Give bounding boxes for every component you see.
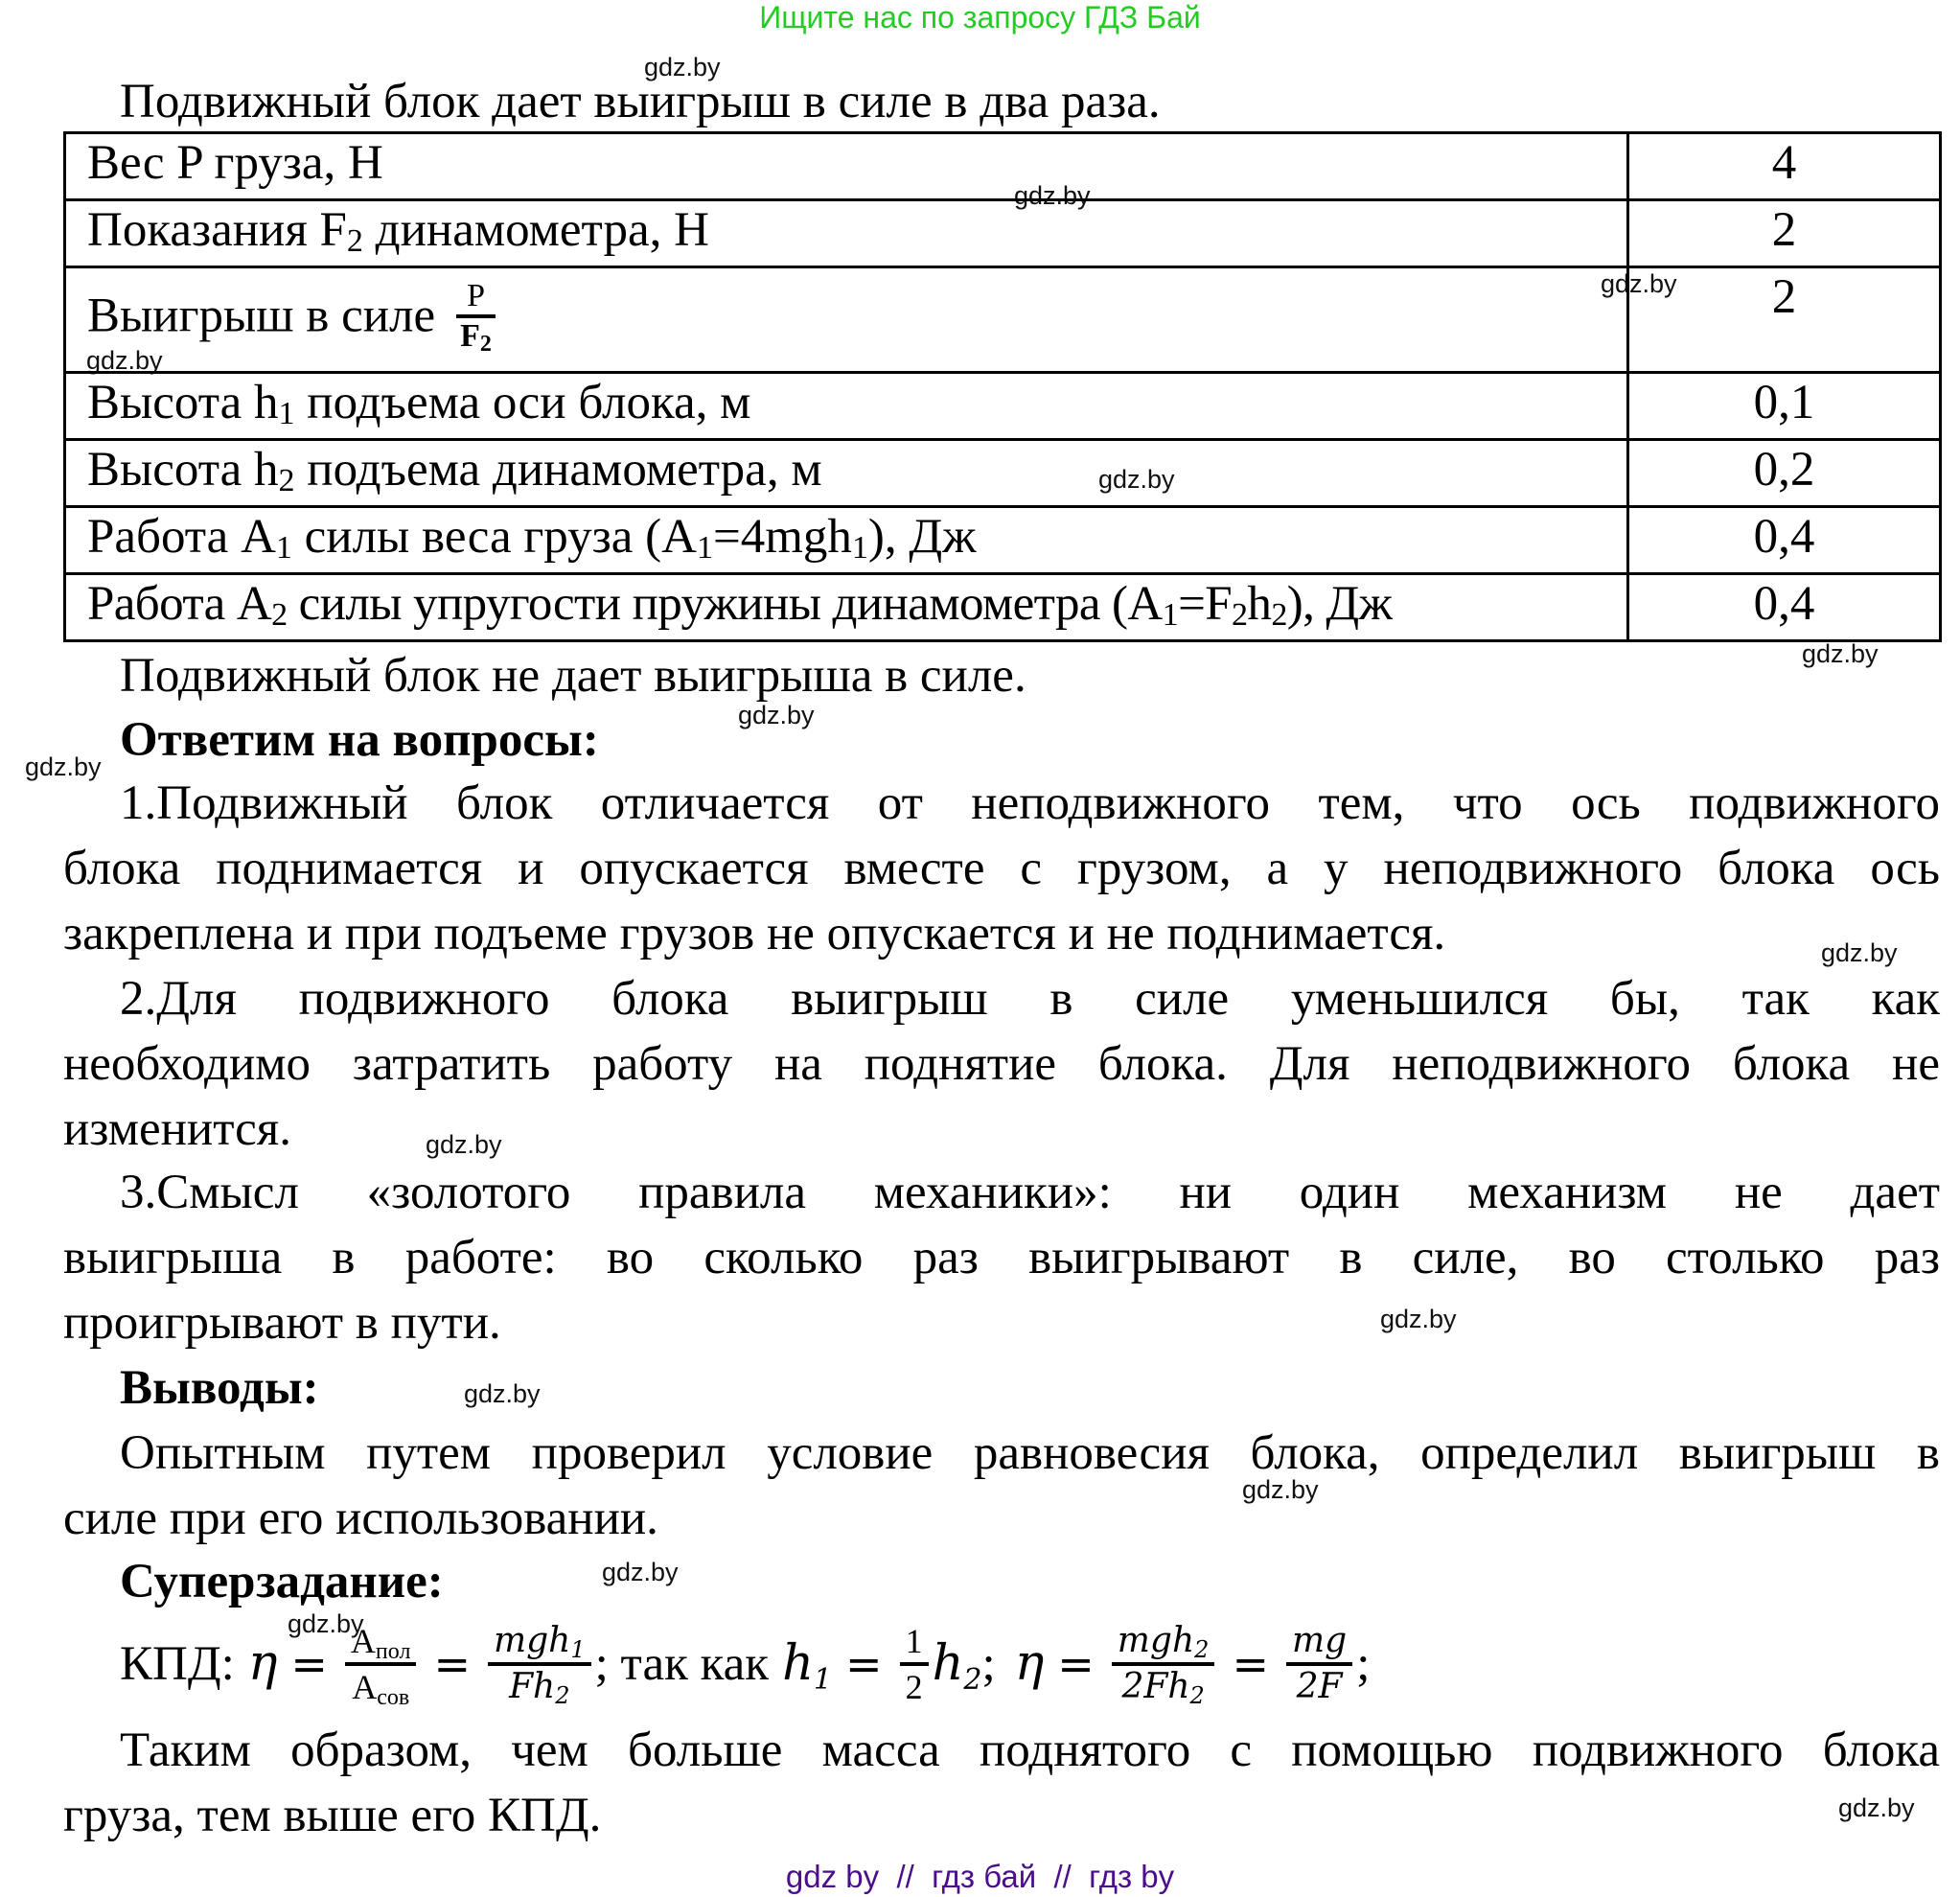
- label-text: динамометра, Н: [362, 203, 709, 257]
- answer-2-line-3: изменится.: [63, 1102, 291, 1156]
- formula-end: ;: [1356, 1637, 1371, 1691]
- num-text: mgh: [493, 1621, 571, 1660]
- watermark: gdz.by: [1821, 938, 1898, 967]
- subscript: 2: [1232, 597, 1248, 633]
- label-text: =F: [1178, 577, 1232, 631]
- answer-3-line-3: проигрывают в пути.: [63, 1296, 501, 1350]
- subscript: 1: [851, 530, 868, 566]
- row-value: 2: [1628, 267, 1941, 373]
- den-text: Fh: [509, 1667, 556, 1706]
- row-label: [65, 574, 1628, 641]
- subscript: 2: [1194, 1636, 1210, 1663]
- row-label: [65, 373, 1628, 440]
- row-label: [65, 200, 1628, 267]
- label-text: ), Дж: [1286, 577, 1393, 631]
- watermark: gdz.by: [1601, 269, 1677, 298]
- equals-sign: =: [1232, 1638, 1269, 1690]
- label-text: =4mgh: [712, 510, 852, 564]
- label-text: подъема динамометра, м: [294, 443, 822, 497]
- h-symbol: [932, 1635, 982, 1697]
- frac-denominator: [503, 1666, 575, 1708]
- answer-1-line-2: блока поднимается и опускается вместе с грузом, а у неподвижного блока ось: [63, 842, 1940, 895]
- after-table-line: Подвижный блок не дает выигрыша в силе.: [120, 649, 1026, 703]
- watermark: gdz.by: [644, 53, 721, 81]
- answer-1-line-1: 1.Подвижный блок отличается от неподвижного тем, что ось подвижного: [120, 776, 1940, 830]
- answer-3-line-2: выигрыша в работе: во сколько раз выигрывают в силе, во столько раз: [63, 1231, 1940, 1284]
- fraction-mgh2-over-2fh2: [1112, 1620, 1215, 1708]
- label-text: Выигрыш в силе: [87, 289, 436, 343]
- frac-denominator: [1116, 1666, 1210, 1708]
- subscript: 1: [696, 530, 713, 566]
- formula-prefix: КПД:: [120, 1637, 235, 1691]
- table-row: [65, 507, 1941, 574]
- num-text: mgh: [1117, 1621, 1195, 1660]
- watermark: gdz.by: [1098, 465, 1175, 494]
- label-text: ), Дж: [867, 510, 977, 564]
- conclusions-heading: Выводы:: [120, 1361, 319, 1415]
- row-value: 0,4: [1628, 507, 1941, 574]
- frac-numerator: [488, 1620, 591, 1666]
- den-text: F: [460, 317, 480, 354]
- den-text: A: [352, 1668, 378, 1706]
- subscript: пол: [375, 1639, 411, 1664]
- label-text: h: [1247, 577, 1272, 631]
- watermark: gdz.by: [738, 701, 815, 729]
- watermark: gdz.by: [1838, 1793, 1915, 1822]
- label-text: Показания F: [87, 203, 347, 257]
- subscript: 2: [278, 463, 295, 498]
- label-text: Высота h: [87, 376, 279, 429]
- answer-3-line-1: 3.Смысл «золотого правила механики»: ни один механизм не дает: [120, 1166, 1940, 1219]
- equals-sign: =: [433, 1638, 471, 1690]
- label-text: силы упругости пружины динамометра (A: [287, 577, 1163, 631]
- subscript: 2: [271, 597, 288, 633]
- formula-connector-text: ; так как: [594, 1637, 770, 1691]
- eta-symbol: η: [1014, 1635, 1045, 1692]
- label-text: Вес P груза, Н: [87, 136, 383, 190]
- fraction-useful-over-total: [345, 1620, 417, 1708]
- frac-numerator: P: [456, 278, 496, 318]
- fraction-mg-over-2f: [1286, 1620, 1352, 1708]
- frac-denominator: 2F: [1296, 1667, 1343, 1706]
- subscript: 2: [346, 223, 363, 259]
- search-banner[interactable]: Ищите нас по запросу ГДЗ Бай: [759, 0, 1201, 35]
- subscript: 2: [555, 1682, 570, 1709]
- supertask-line-1: Таким образом, чем больше масса поднятого с помощью подвижного блока: [120, 1723, 1940, 1777]
- watermark: gdz.by: [1380, 1305, 1457, 1333]
- fraction-p-over-f2: [456, 278, 496, 355]
- conclusions-line-1: Опытным путем проверил условие равновесия блока, определил выигрыш в: [120, 1426, 1940, 1480]
- frac-numerator: [345, 1620, 417, 1666]
- frac-denominator: 2: [905, 1668, 923, 1706]
- answer-2-line-1: 2.Для подвижного блока выигрыш в силе уменьшился бы, так как: [120, 972, 1940, 1026]
- watermark: gdz.by: [1014, 181, 1091, 210]
- label-text: Работа A: [87, 577, 272, 631]
- label-text: силы веса груза (A: [291, 510, 697, 564]
- watermark: gdz.by: [1802, 639, 1879, 668]
- footer-links[interactable]: gdz by // гдз бай // гдз by: [785, 1859, 1175, 1894]
- row-label: [65, 440, 1628, 507]
- watermark: gdz.by: [602, 1558, 679, 1586]
- watermark: gdz.by: [288, 1609, 364, 1638]
- equals-sign: =: [845, 1638, 883, 1690]
- equals-sign: =: [290, 1638, 328, 1690]
- table-row: [65, 440, 1941, 507]
- subscript: сов: [377, 1685, 410, 1710]
- den-text: 2Fh: [1121, 1667, 1190, 1706]
- answer-1-line-3: закреплена и при подъеме грузов не опускается и не поднимается.: [63, 907, 1446, 960]
- subscript: 1: [275, 530, 292, 566]
- row-value: 0,4: [1628, 574, 1941, 641]
- subscript: 2: [963, 1663, 982, 1697]
- watermark: gdz.by: [1242, 1475, 1319, 1504]
- watermark: gdz.by: [25, 752, 102, 781]
- frac-numerator: [1112, 1620, 1215, 1666]
- conclusions-line-2: силе при его использовании.: [63, 1492, 658, 1545]
- label-text: подъема оси блока, м: [294, 376, 751, 429]
- row-label: [65, 507, 1628, 574]
- row-value: 0,1: [1628, 373, 1941, 440]
- frac-denominator: [346, 1666, 415, 1708]
- separator: ;: [981, 1637, 996, 1691]
- num-text: A: [350, 1622, 376, 1660]
- frac-numerator: 1: [900, 1620, 929, 1666]
- intro-line: Подвижный блок дает выигрыш в силе в два раза.: [120, 75, 1161, 128]
- subscript: 2: [479, 331, 492, 357]
- row-value: 4: [1628, 133, 1941, 200]
- row-label: [65, 267, 1628, 373]
- subscript: 2: [1271, 597, 1287, 633]
- supertask-line-2: груза, тем выше его КПД.: [63, 1789, 602, 1842]
- h-text: h: [782, 1635, 814, 1692]
- supertask-heading: Суперзадание:: [120, 1555, 444, 1608]
- eta-symbol: η: [247, 1635, 278, 1692]
- subscript: 1: [570, 1636, 586, 1663]
- frac-numerator: mg: [1286, 1620, 1352, 1666]
- efficiency-formula: [120, 1620, 1370, 1708]
- frac-denominator: [456, 318, 496, 355]
- subscript: 1: [278, 396, 295, 431]
- subscript: 1: [1162, 597, 1179, 633]
- h-text: h: [932, 1635, 964, 1692]
- label-text: Высота h: [87, 443, 279, 497]
- answers-heading: Ответим на вопросы:: [120, 713, 599, 767]
- results-table: [63, 131, 1942, 642]
- table-row: [65, 373, 1941, 440]
- subscript: 1: [813, 1663, 833, 1697]
- row-value: 2: [1628, 200, 1941, 267]
- watermark: gdz.by: [464, 1379, 541, 1408]
- fraction-one-half: [900, 1620, 929, 1708]
- table-row: [65, 267, 1941, 373]
- table-row: [65, 200, 1941, 267]
- subscript: 2: [1189, 1682, 1205, 1709]
- watermark: gdz.by: [86, 346, 163, 375]
- row-value: 0,2: [1628, 440, 1941, 507]
- row-label: [65, 133, 1628, 200]
- label-text: Работа A: [87, 510, 276, 564]
- fraction-mgh1-over-fh2: [488, 1620, 591, 1708]
- equals-sign: =: [1057, 1638, 1095, 1690]
- answer-2-line-2: необходимо затратить работу на поднятие блока. Для неподвижного блока не: [63, 1037, 1940, 1091]
- table-row: [65, 574, 1941, 641]
- watermark: gdz.by: [426, 1130, 502, 1159]
- h-symbol: [782, 1635, 833, 1697]
- table-row: [65, 133, 1941, 200]
